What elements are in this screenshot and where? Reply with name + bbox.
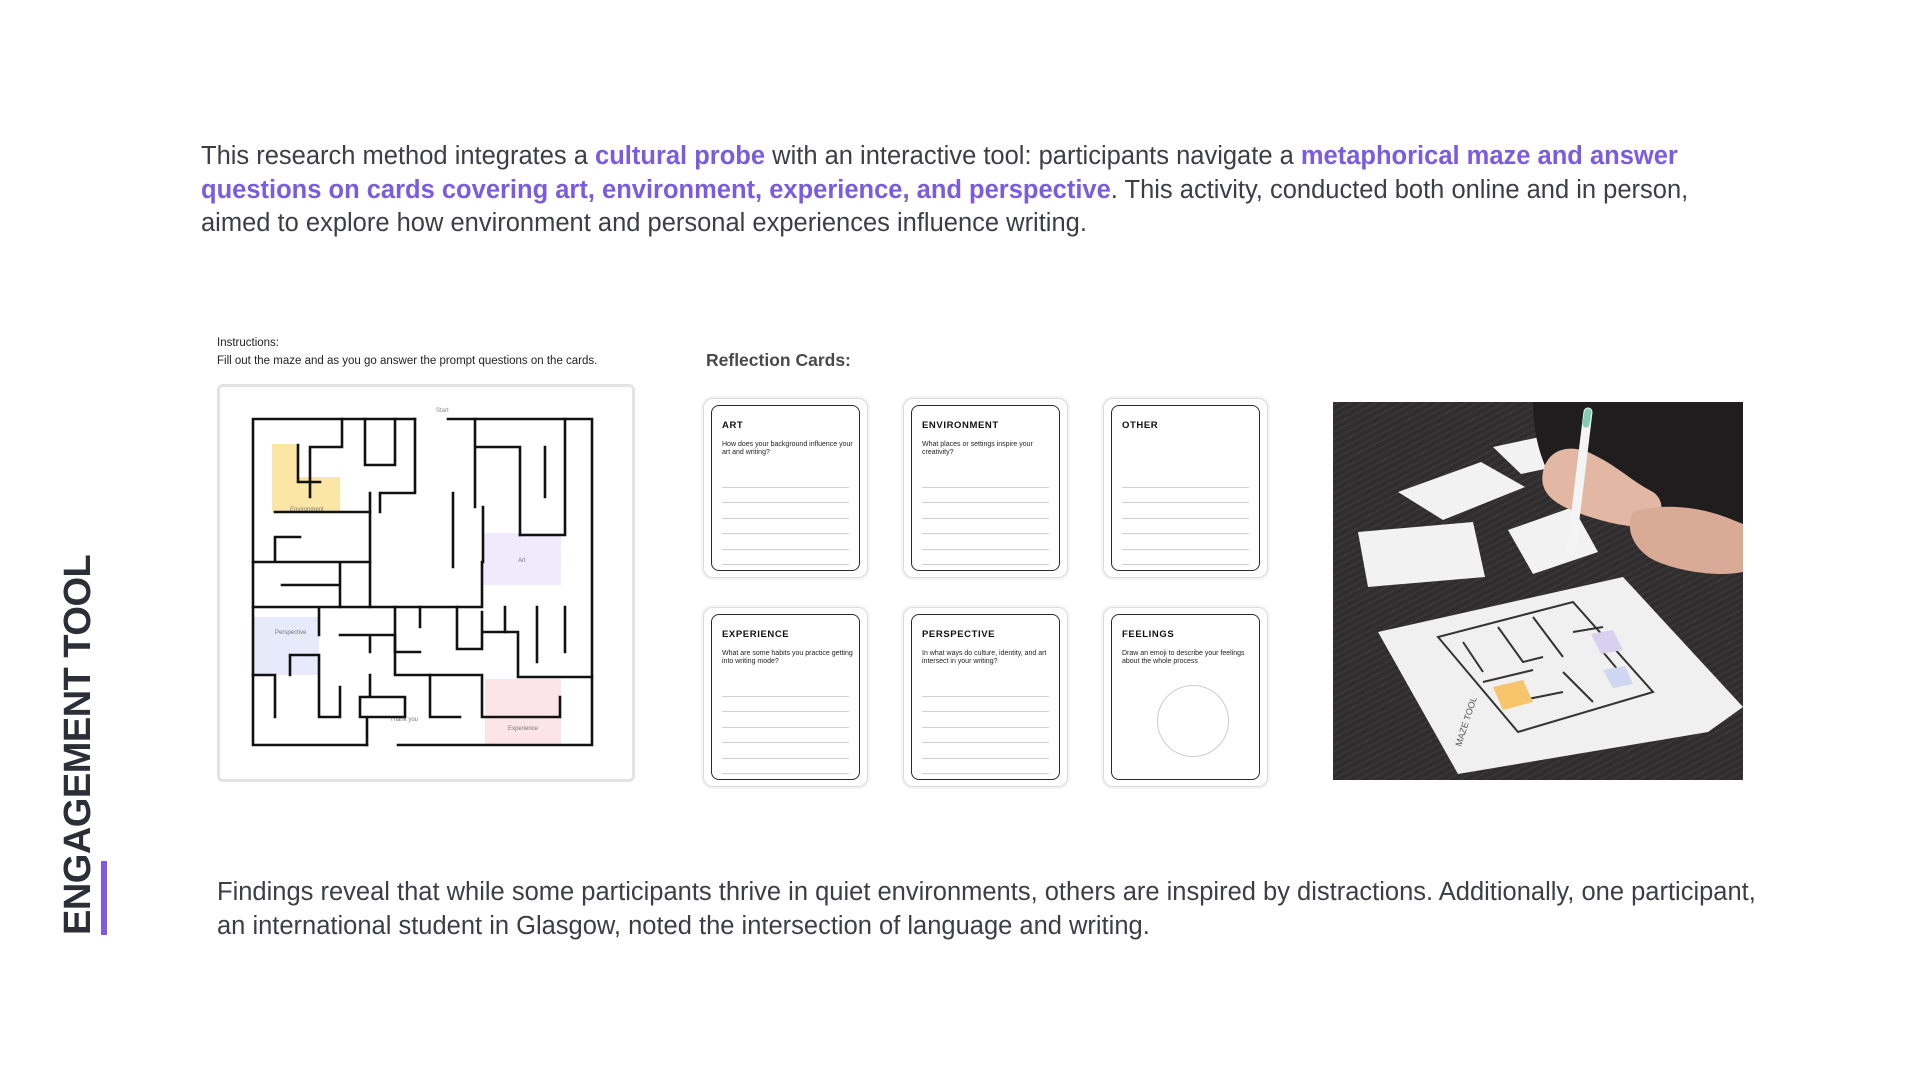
card-lines <box>922 472 1049 565</box>
intro-paragraph <box>201 140 1761 241</box>
maze-sheet <box>217 384 635 782</box>
reflection-card-other <box>1103 398 1268 578</box>
card-title: ENVIRONMENT <box>922 420 999 431</box>
card-title: EXPERIENCE <box>722 629 790 640</box>
accent-bar <box>101 861 107 935</box>
intro-text-3: . This activity, conducted both online and in person, aimed to explore how environment and personal experiences influence writing. <box>201 175 1689 237</box>
card-question: In what ways do culture, identity, and art intersect in your writing? <box>922 650 1047 665</box>
card-question: Draw an emoji to describe your feelings about the whole process <box>1122 650 1245 665</box>
instructions <box>217 334 597 370</box>
instructions-text: Fill out the maze and as you go answer the prompt questions on the cards. <box>217 355 598 367</box>
reflection-card-perspective <box>903 607 1068 787</box>
maze-zone-label: Environment <box>290 507 324 513</box>
intro-highlight-1: cultural probe <box>595 142 766 170</box>
maze-zone-label: Art <box>518 558 526 564</box>
photo-illustration <box>1333 402 1743 780</box>
emoji-circle <box>1157 685 1229 757</box>
instructions-label: Instructions: <box>217 337 279 349</box>
reflection-card-experience <box>703 607 868 787</box>
card-lines <box>1122 472 1249 565</box>
maze-start-label: Start <box>436 408 449 414</box>
card-title: FEELINGS <box>1122 629 1175 640</box>
workshop-photo <box>1333 402 1743 780</box>
reflection-card-feelings <box>1103 607 1268 787</box>
card-title: ART <box>722 420 744 431</box>
card-lines <box>922 681 1049 774</box>
maze-zone-experience <box>485 679 561 745</box>
reflection-cards-title: Reflection Cards: <box>706 350 851 370</box>
card-question: What places or settings inspire your creativity? <box>922 441 1033 456</box>
card-question: How does your background influence your art and writing? <box>722 441 853 456</box>
card-question: What are some habits you practice getting into writing mode? <box>722 650 853 665</box>
card-title: PERSPECTIVE <box>922 629 996 640</box>
section-title: ENGAGEMENT TOOL <box>57 554 99 935</box>
findings-paragraph: Findings reveal that while some participants thrive in quiet environments, others are inspired by distractions. Additionally, one participant, an international student in Glasgow, noted the intersection of language and writing. <box>217 878 1756 940</box>
maze-zone-label: Perspective <box>275 630 307 636</box>
card-title: OTHER <box>1122 420 1159 431</box>
maze-graphic <box>220 387 632 779</box>
photo-sheet-label: MAZE TOOL <box>1453 695 1479 748</box>
maze-zone-label: Thank you <box>390 717 419 723</box>
intro-highlight-2: metaphorical maze and answer questions on cards covering art, environment, experience, and perspective <box>201 142 1678 204</box>
maze-zone-label: Experience <box>508 726 539 732</box>
intro-text-1: This research method integrates a <box>201 142 596 170</box>
card-lines <box>722 472 849 565</box>
intro-text-2: with an interactive tool: participants navigate a <box>765 142 1301 170</box>
reflection-card-environment <box>903 398 1068 578</box>
reflection-card-art <box>703 398 868 578</box>
maze-zone-perspective <box>253 617 319 675</box>
card-lines <box>722 681 849 774</box>
